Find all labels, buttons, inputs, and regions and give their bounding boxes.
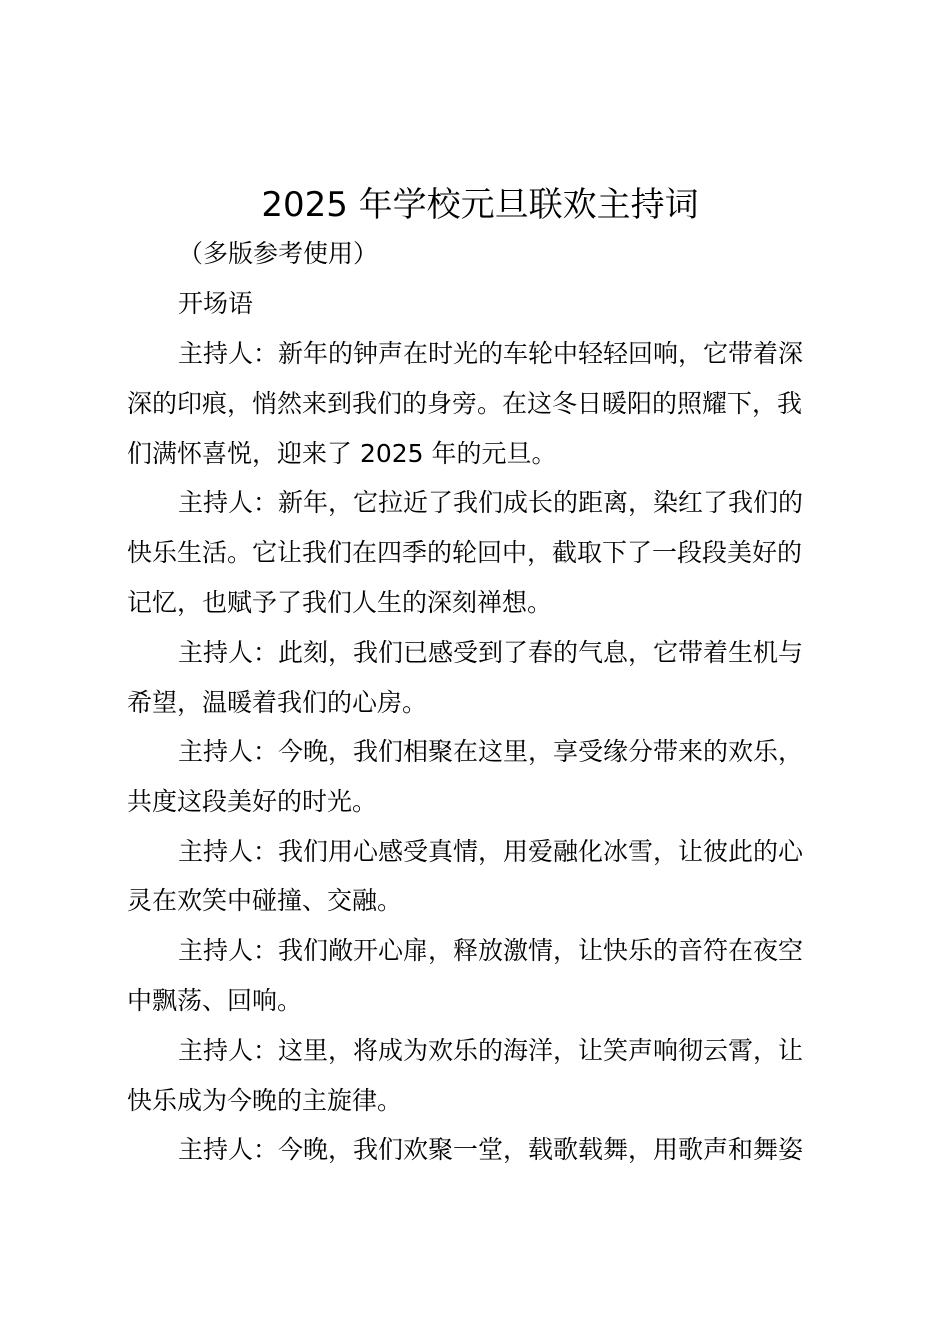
paragraph-line: 主持人：我们敞开心扉，释放激情，让快乐的音符在夜空 <box>178 936 804 965</box>
paragraph-line: 记忆，也赋予了我们人生的深刻禅想。 <box>127 588 553 617</box>
paragraph-line: 主持人：新年，它拉近了我们成长的距离，染红了我们的 <box>178 488 804 517</box>
paragraph-line: 主持人：今晚，我们欢聚一堂，载歌载舞，用歌声和舞姿 <box>178 1135 804 1164</box>
paragraph-line: 主持人：我们用心感受真情，用爱融化冰雪，让彼此的心 <box>178 837 804 866</box>
paragraph-line: 共度这段美好的时光。 <box>127 787 378 816</box>
paragraph-line: 快乐成为今晚的主旋律。 <box>127 1086 403 1115</box>
paragraph-line: 主持人：新年的钟声在时光的车轮中轻轻回响，它带着深 <box>178 339 804 368</box>
document-title: 2025 年学校元旦联欢主持词 <box>261 185 699 225</box>
section-heading: 开场语 <box>178 289 254 318</box>
paragraph-line: 深的印痕，悄然来到我们的身旁。在这冬日暖阳的照耀下，我 <box>127 389 803 418</box>
paragraph-line: 主持人：今晚，我们相聚在这里，享受缘分带来的欢乐， <box>178 737 804 766</box>
paragraph-line: 主持人：这里，将成为欢乐的海洋，让笑声响彻云霄，让 <box>178 1036 804 1065</box>
paragraph-line: 中飘荡、回响。 <box>127 986 303 1015</box>
paragraph-line: 灵在欢笑中碰撞、交融。 <box>127 886 403 915</box>
paragraph-line: 快乐生活。它让我们在四季的轮回中，截取下了一段段美好的 <box>127 538 803 567</box>
paragraph-line: 主持人：此刻，我们已感受到了春的气息，它带着生机与 <box>178 638 804 667</box>
paragraph-line: 希望，温暖着我们的心房。 <box>127 688 428 717</box>
document-subtitle: （多版参考使用） <box>178 239 379 268</box>
paragraph-line: 们满怀喜悦，迎来了 2025 年的元旦。 <box>127 439 557 468</box>
